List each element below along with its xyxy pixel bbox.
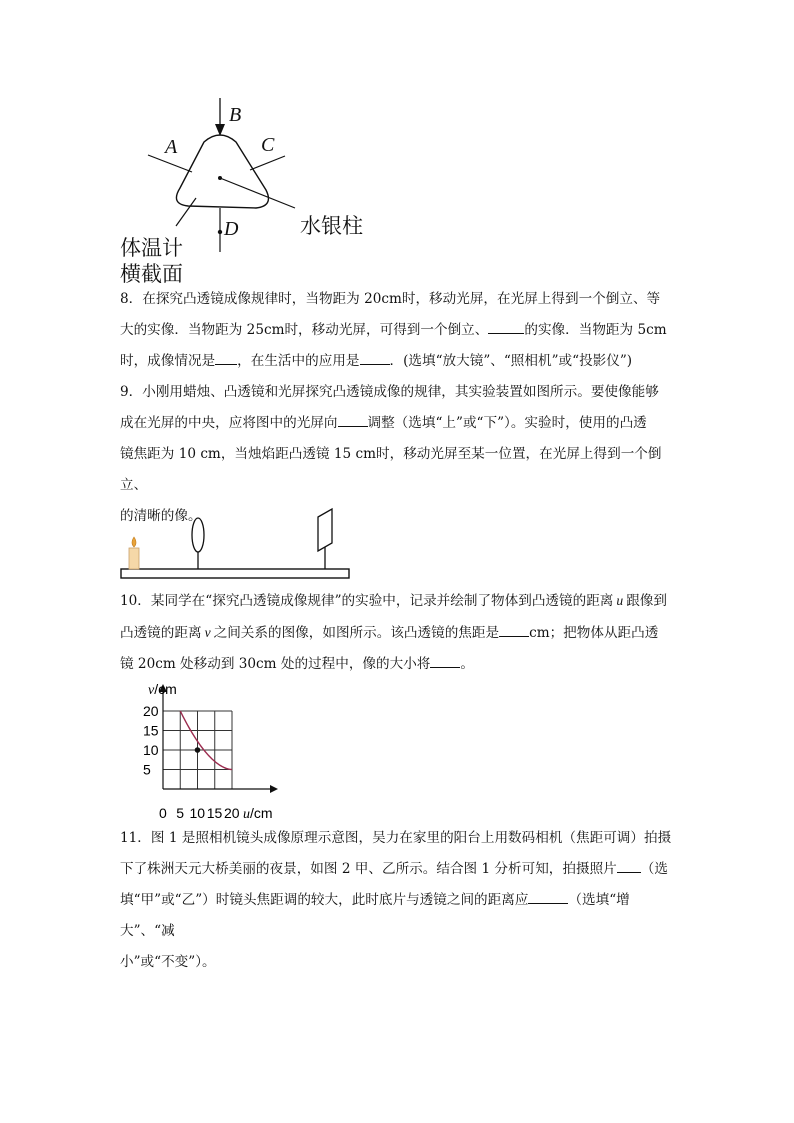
q10-text-3: 凸透镜的距离 [120, 625, 202, 641]
point-d [218, 230, 222, 234]
question-11 [120, 823, 680, 978]
q11-line-2 [120, 854, 680, 885]
q8-text-5: ，在生活中的应用是 [237, 353, 360, 369]
y-tick-label: 15 [143, 722, 159, 739]
q8-text-3: 的实像．当物距为 5cm [524, 322, 667, 338]
x-tick-label: 20 [224, 805, 240, 821]
chart-axes [159, 684, 278, 793]
light-screen [318, 509, 332, 551]
q11-text-6: 小”或“不变”）。 [120, 954, 216, 970]
q8-line-2 [120, 315, 680, 346]
q9-line-1 [120, 377, 680, 408]
q11-line-1 [120, 823, 680, 854]
chart-y-axis-label: v/cm [148, 681, 177, 698]
x-tick-label: 10 [189, 805, 206, 821]
q9-number: 9． [120, 384, 143, 400]
q9-text-2: 成在光屏的中央，应将图中的光屏向 [120, 415, 338, 431]
v-u-graph [110, 678, 290, 823]
q9-text-5: 的清晰的像。 [120, 508, 202, 524]
chart-x-axis-label: u/cm [243, 805, 273, 822]
x-tick-label: 5 [176, 805, 185, 821]
y-tick-label: 5 [143, 761, 151, 778]
q9-text-1: 小刚用蜡烛、凸透镜和光屏探究凸透镜成像的规律，其实验装置如图所示。要使像能够 [142, 384, 659, 400]
q10-text-1: 某同学在“探究凸透镜成像规律”的实验中，记录并绘制了物体到凸透镜的距离 [150, 593, 614, 609]
optical-bench-figure [118, 505, 354, 581]
q8-line-3 [120, 346, 680, 377]
q11-text-4: 填“甲”或“乙”）时镜头焦距调的较大，此时底片与透镜之间的距离应 [120, 892, 529, 908]
mercury-column-label: 水银柱 [300, 214, 363, 238]
question-10 [120, 585, 680, 680]
q11-number: 11． [120, 830, 151, 846]
q8-text-4: 时，成像情况是 [120, 353, 216, 369]
mercury-pointer-line [220, 178, 295, 208]
x-tick-label: 15 [206, 805, 223, 821]
q8-text-1: 在探究凸透镜成像规律时，当物距为 20cm时，移动光屏，在光屏上得到一个倒立、等 [142, 291, 661, 307]
q10-text-6: 镜 20cm 处移动到 30cm 处的过程中，像的大小将 [120, 656, 431, 672]
q9-line-3 [120, 439, 680, 501]
x-axis-arrow [270, 785, 278, 793]
arrow-b-head [215, 124, 225, 136]
chart-series-curve [180, 711, 232, 770]
question-8 [120, 284, 680, 377]
q10-line-2 [120, 617, 680, 649]
ray-c [250, 156, 285, 170]
q11-text-3: （选 [640, 861, 668, 877]
q11-text-2: 下了株洲天元大桥美丽的夜景，如图 2 甲、乙所示。结合图 1 分析可知，拍摄照片 [120, 861, 617, 877]
q8-line-1 [120, 284, 680, 315]
q9-text-4: 镜焦距为 10 cm，当烛焰距凸透镜 15 cm时，移动光屏至某一位置，在光屏上得到一个倒立、 [120, 446, 662, 493]
q11-line-4 [120, 947, 680, 978]
q9-line-2 [120, 408, 680, 439]
q11-text-1: 图 1 是照相机镜头成像原理示意图，吴力在家里的阳台上用数码相机（焦距可调）拍摄 [150, 830, 672, 846]
q10-text-2: 跟像到 [626, 593, 667, 609]
q8-text-2: 大的实像．当物距为 25cm时，移动光屏，可得到一个倒立、 [120, 322, 489, 338]
candle [129, 548, 139, 569]
chart-marked-point [195, 747, 201, 753]
caption-line-2: 横截面 [120, 262, 183, 286]
q10-blank-2[interactable] [430, 653, 460, 668]
q10-text-5: cm；把物体从距凸透 [529, 625, 659, 641]
q10-number: 10． [120, 593, 151, 609]
q8-text-6: ．(选填“放大镜”、“照相机”或“投影仪”) [389, 353, 633, 369]
q8-blank-1[interactable] [488, 319, 524, 334]
y-tick-label: 20 [143, 703, 159, 719]
candle-flame [132, 537, 136, 547]
caption-line-1: 体温计 [120, 236, 183, 260]
q11-text-5: （选填“增大”、“减 [120, 892, 630, 939]
optical-bench [121, 569, 349, 578]
q10-line-3 [120, 649, 680, 680]
q8-number: 8． [120, 291, 143, 307]
q10-var-v: v [204, 625, 211, 640]
x-tick-label: 0 [159, 805, 167, 821]
q9-text-3: 调整（选填“上”或“下”）。实验时，使用的凸透 [367, 415, 647, 431]
q10-var-u: u [616, 593, 624, 608]
label-d: D [224, 218, 239, 240]
label-a: A [165, 136, 178, 158]
q11-blank-2[interactable] [528, 889, 568, 904]
label-b: B [229, 104, 242, 126]
label-c: C [261, 134, 275, 156]
q8-blank-3[interactable] [360, 350, 390, 365]
q10-blank-1[interactable] [499, 622, 529, 637]
y-tick-label: 10 [143, 742, 159, 758]
q11-blank-1[interactable] [617, 858, 641, 873]
q10-text-7: 。 [460, 656, 474, 672]
q9-blank-1[interactable] [338, 412, 368, 427]
q10-line-1 [120, 585, 680, 617]
q10-text-4: 之间关系的图像，如图所示。该凸透镜的焦距是 [213, 625, 500, 641]
convex-lens [192, 518, 204, 552]
chart-tick-labels [143, 703, 240, 821]
q8-blank-2[interactable] [215, 350, 237, 365]
q11-line-3 [120, 885, 680, 947]
